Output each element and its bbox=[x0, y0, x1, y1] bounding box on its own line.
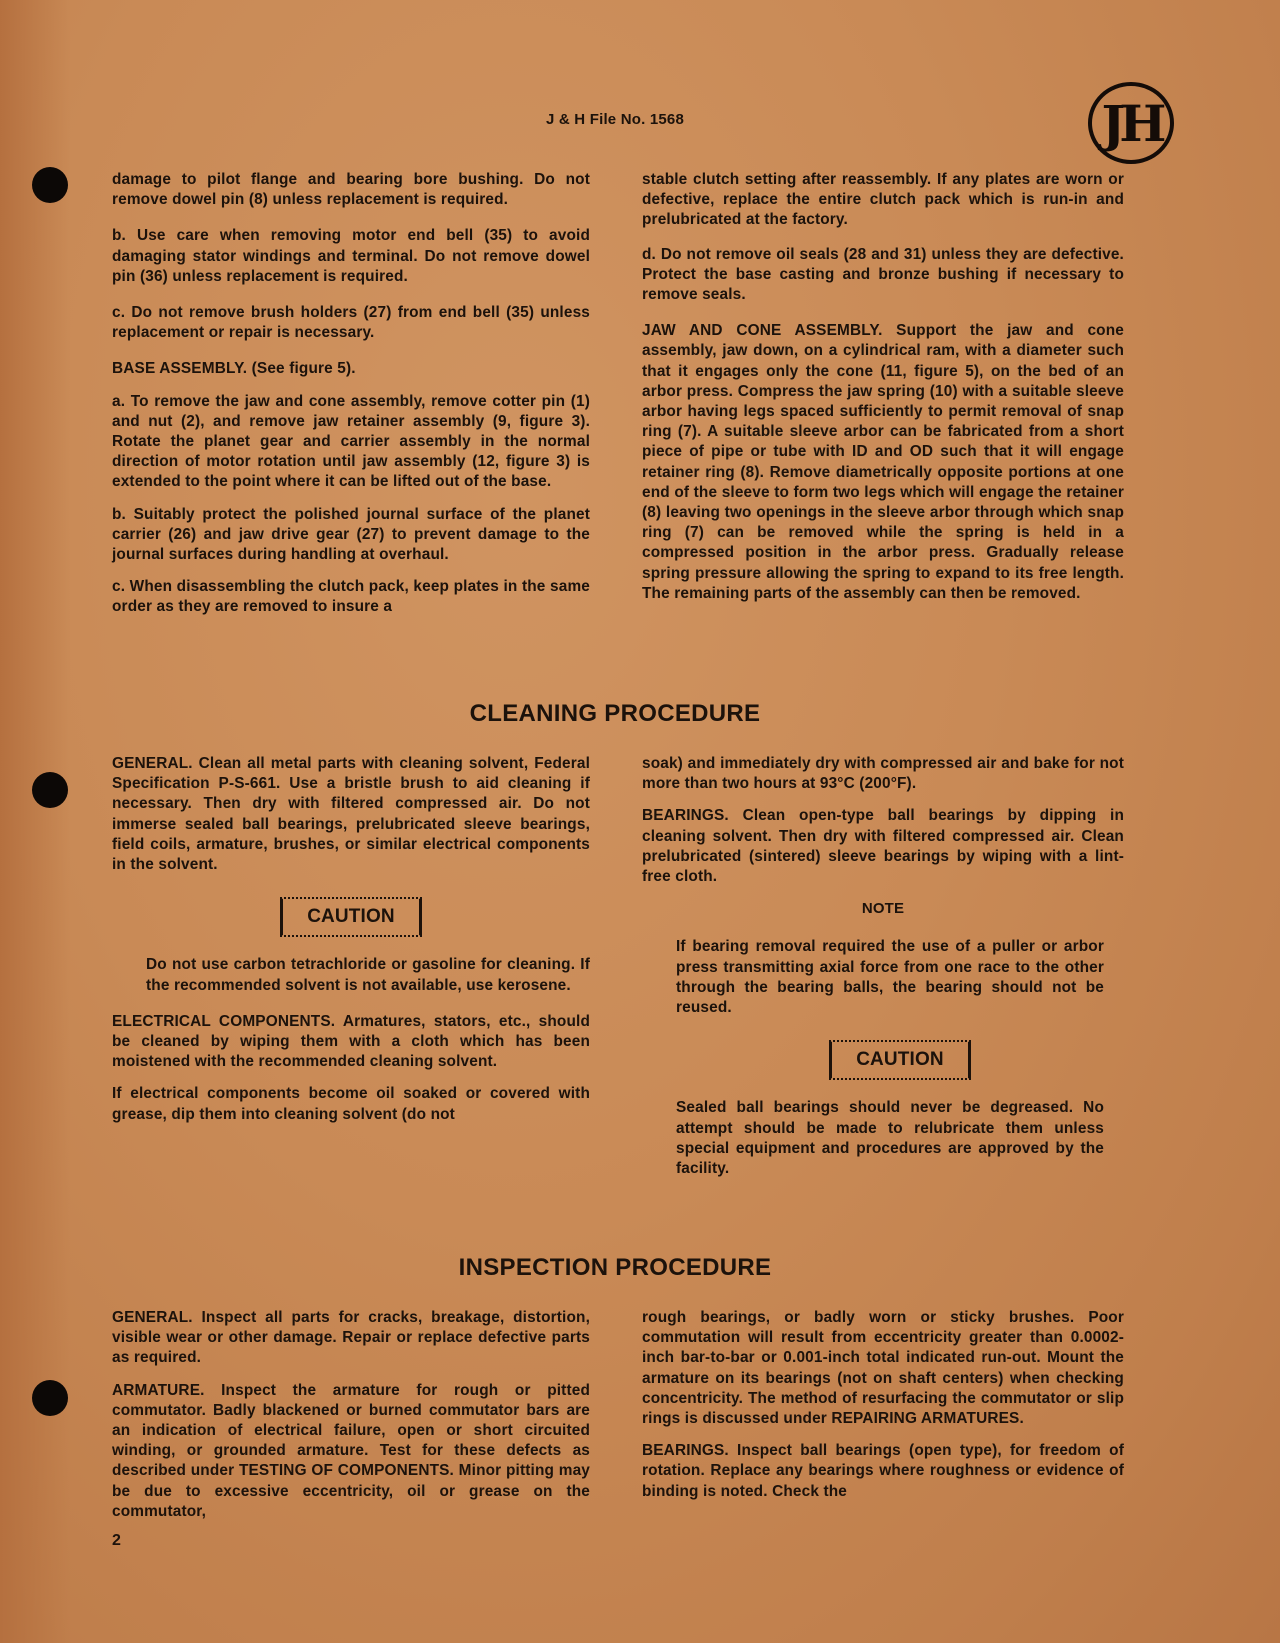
paragraph: soak) and immediately dry with compressed air and bake for not more than two hours at 93°C (200°F). bbox=[642, 755, 1124, 793]
file-number: J & H File No. 1568 bbox=[546, 111, 685, 128]
jh-logo: JH bbox=[1088, 82, 1174, 164]
paragraph: b. Use care when removing motor end bell (35) to avoid damaging stator windings and terminal. Do not remove dowel pin (36) unless replacement is required. bbox=[112, 227, 590, 285]
paragraph: If electrical components become oil soaked or covered with grease, dip them into cleaning solvent (do not bbox=[112, 1085, 590, 1123]
paragraph: GENERAL. Clean all metal parts with cleaning solvent, Federal Specification P-S-661. Use a bristle brush to aid cleaning if necessary. Then dry with filtered compressed air. Do not immerse sealed ball bearings, prelubricated sleeve bearings, field coils, armature, brushes, or similar electrical components in the solvent. bbox=[112, 755, 590, 874]
paragraph: BEARINGS. Clean open-type ball bearings by dipping in cleaning solvent. Then dry with filtered compressed air. Clean prelubricated (sintered) sleeve bearings by wiping with a lint-free cloth. bbox=[642, 807, 1124, 886]
caution-text: Do not use carbon tetrachloride or gasoline for cleaning. If the recommended solvent is not available, use kerosene. bbox=[146, 956, 590, 994]
note-text: If bearing removal required the use of a puller or arbor press transmitting axial force from one race to the other through the bearing balls, the bearing should not be reused. bbox=[676, 938, 1104, 1017]
caution-text: Sealed ball bearings should never be degreased. No attempt should be made to relubricate them unless special equipment and procedures are approved by the facility. bbox=[676, 1099, 1104, 1178]
punch-hole bbox=[32, 772, 68, 808]
paragraph: damage to pilot flange and bearing bore bushing. Do not remove dowel pin (8) unless replacement is required. bbox=[112, 171, 590, 209]
paragraph: rough bearings, or badly worn or sticky brushes. Poor commutation will result from eccentricity greater than 0.0002-inch bar-to-bar or 0.001-inch total indicated run-out. Mount the armature on its bearings (not on shaft centers) when checking concentricity. The method of resurfacing the commutator or slip rings is discussed under REPAIRING ARMATURES. bbox=[642, 1309, 1124, 1428]
paragraph: a. To remove the jaw and cone assembly, remove cotter pin (1) and nut (2), and remove jaw retainer assembly (9, figure 3). Rotate the planet gear and carrier assembly in the normal direction of motor rotation until jaw assembly (12, figure 3) is extended to the point where it can be lifted out of the base. bbox=[112, 392, 590, 491]
page-number: 2 bbox=[112, 1532, 121, 1549]
paragraph: ELECTRICAL COMPONENTS. Armatures, stators, etc., should be cleaned by wiping them with a cloth which has been moistened with the recommended cleaning solvent. bbox=[112, 1012, 590, 1071]
cleaning-right-column bbox=[642, 754, 1124, 1191]
paragraph: b. Suitably protect the polished journal surface of the planet carrier (26) and jaw drive gear (27) to prevent damage to the journal surfaces during handling at overhaul. bbox=[112, 505, 590, 564]
punch-hole bbox=[32, 1380, 68, 1416]
punch-hole bbox=[32, 167, 68, 203]
caution-label: CAUTION bbox=[829, 1040, 971, 1080]
top-left-column bbox=[112, 170, 590, 630]
top-right-column bbox=[642, 170, 1124, 616]
cleaning-left-column bbox=[112, 754, 590, 1137]
paragraph: BEARINGS. Inspect ball bearings (open type), for freedom of rotation. Replace any bearings where roughness or evidence of binding is noted. Check the bbox=[642, 1442, 1124, 1500]
caution-box bbox=[642, 1040, 1124, 1080]
paragraph: JAW AND CONE ASSEMBLY. Support the jaw and cone assembly, jaw down, on a cylindrical ram, with a diameter such that it engages only the cone (11, figure 5), on the bed of an arbor press. Compress the jaw spring (10) with a suitable sleeve arbor having legs spaced sufficiently to permit removal of snap ring (7). A suitable sleeve arbor can be fabricated from a short piece of pipe or tube with ID and OD such that it will engage retainer ring (8). Remove diametrically opposite portions at one end of the sleeve to form two legs which will engage the retainer (8) leaving two openings in the sleeve arbor through which snap ring (7) can be removed while the spring is held in a compressed position in the arbor press. Gradually release spring pressure allowing the spring to expand to its free length. The remaining parts of the assembly can then be removed. bbox=[642, 322, 1124, 602]
inspection-left-column bbox=[112, 1308, 590, 1534]
paragraph: d. Do not remove oil seals (28 and 31) unless they are defective. Protect the base casting and bronze bushing if necessary to remove seals. bbox=[642, 245, 1124, 304]
caution-label: CAUTION bbox=[280, 897, 422, 937]
caution-box bbox=[112, 897, 590, 937]
paragraph: c. When disassembling the clutch pack, keep plates in the same order as they are removed to insure a bbox=[112, 578, 590, 616]
paragraph: c. Do not remove brush holders (27) from end bell (35) unless replacement or repair is necessary. bbox=[112, 304, 590, 342]
note-label: NOTE bbox=[861, 900, 905, 918]
inspection-procedure-heading: INSPECTION PROCEDURE bbox=[458, 1254, 772, 1281]
paragraph: GENERAL. Inspect all parts for cracks, breakage, distortion, visible wear or other damage. Repair or replace defective parts as required. bbox=[112, 1309, 590, 1367]
inspection-right-column bbox=[642, 1308, 1124, 1514]
paragraph: stable clutch setting after reassembly. If any plates are worn or defective, replace the entire clutch pack which is run-in and prelubricated at the factory. bbox=[642, 171, 1124, 229]
section-heading: BASE ASSEMBLY. (See figure 5). bbox=[112, 360, 356, 378]
cleaning-procedure-heading: CLEANING PROCEDURE bbox=[469, 700, 761, 727]
paragraph: ARMATURE. Inspect the armature for rough or pitted commutator. Badly blackened or burned commutator bars are an indication of electrical failure, open or short circuited winding, or grounded armature. Test for these defects as described under TESTING OF COMPONENTS. Minor pitting may be due to excessive eccentricity, oil or grease on the commutator, bbox=[112, 1381, 590, 1520]
